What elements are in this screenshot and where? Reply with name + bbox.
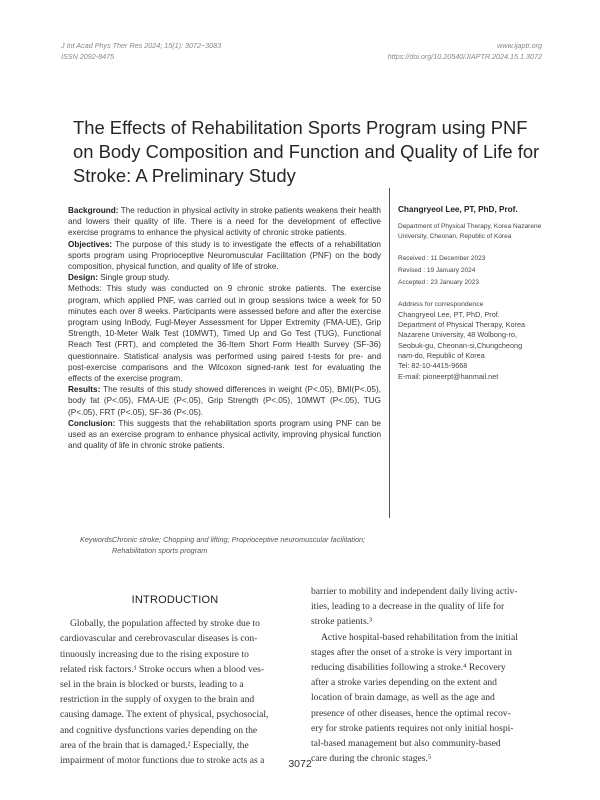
text-line: ities, leading to a decrease in the quality of life for — [311, 601, 505, 613]
text-line: related risk factors.¹ Stroke occurs when a blood ves- — [60, 663, 265, 675]
text-line: Globally, the population affected by stroke due to — [70, 618, 260, 630]
journal-links — [388, 40, 542, 62]
text-line: impairment of motor functions due to stroke acts as a — [60, 755, 265, 767]
paper-title: The Effects of Rehabilitation Sports Program using PNF on Body Composition and Function and Quality of Life for Stroke: A Preliminary Study — [73, 117, 540, 186]
abstract-background: Background: The reduction in physical activity in stroke patients weakens their health and lowers their quality of life. There is a need for the development of effective exercise programs to enhance the physical activity of chronic stroke patients. — [68, 206, 381, 238]
keywords-line: Chronic stroke; Chopping and lifting; Proprioceptive neuromuscular facilitation; — [112, 535, 366, 544]
text-line: area of the brain that is damaged.² Especially, the — [60, 739, 249, 751]
keywords-label: Keywords: — [80, 535, 115, 544]
text-line: stroke patients.³ — [311, 616, 372, 628]
doi-link[interactable]: https://doi.org/10.20540/JIAPTR.2024.15.1.3072 — [387, 52, 542, 61]
corr-phone: Tel: 82-10-4415-9668 — [398, 361, 468, 371]
corr-email[interactable]: E-mail: pioneerpt@hanmail.net — [398, 371, 499, 381]
journal-url[interactable]: www.ijaptr.org — [497, 41, 542, 50]
text-line: stages after the onset of a stroke is very important in — [311, 646, 512, 658]
received-date: Received : 11 December 2023 — [398, 254, 486, 262]
text-line: restriction in the supply of oxygen to the brain and — [60, 694, 255, 706]
author-affiliation: Department of Physical Therapy, Korea Nazarene University, Cheonan, Republic of Korea — [398, 223, 542, 241]
body-column-left — [60, 593, 290, 768]
abstract-methods: Methods: This study was conducted on 9 chronic stroke patients. The exercise program, which applied PNF, was carried out in group sessions twice a week for 50 minutes each over 8 weeks. Participants were assessed before and after the exercise program using InBody, Fugl-Meyer Assessment for Upper Extremity (FMA-UE), Grip Strength, 10-Meter Walk Test (10MWT), Timed Up and Go Test (TUG), Functional Reach Test (FRT), and completed the 36-Item Short Form Health Survey (SF-36) questionnaire. Statistical analysis was performed using paired t-tests for pre- and post-exercise comparisons and the Wilcoxon signed-rank test for evaluating the effects of the exercise program. — [68, 284, 381, 384]
text-line: Active hospital-based rehabilitation from the initial — [321, 631, 518, 643]
text-line: location of brain damage, as well as the age and — [311, 692, 495, 704]
text-line: cardiovascular and cerebrovascular diseases is con- — [60, 633, 258, 645]
text-line: reducing disabilities following a stroke.⁴ Recovery — [311, 662, 506, 674]
text-line: causing damage. The extent of physical, psychosocial, — [60, 709, 269, 721]
corr-line: Nazarene University, 48 Wolbong-ro, — [398, 330, 517, 340]
revised-date: Revised : 19 January 2024 — [398, 266, 476, 274]
corr-line: Department of Physical Therapy, Korea — [398, 320, 526, 330]
keywords — [80, 535, 520, 556]
abstract — [68, 188, 390, 518]
abstract-conclusion: Conclusion: This suggests that the rehabilitation sports program using PNF can be used as an exercise program to enhance physical activity, improving physical function and quality of life in chronic stroke patients. — [68, 418, 381, 451]
text-line: barrier to mobility and independent daily living activ- — [311, 586, 518, 597]
body-column-right — [311, 584, 544, 766]
issn: ISSN 2092-8475 — [61, 52, 115, 61]
author-name: Changryeol Lee, PT, PhD, Prof. — [398, 205, 518, 214]
corr-line: nam-do, Republic of Korea — [398, 351, 485, 360]
text-line: presence of other diseases, hence the optimal recov- — [311, 707, 511, 719]
correspondence-heading: Address for correspondence — [398, 300, 484, 308]
submission-dates — [398, 253, 548, 289]
author-info — [398, 205, 548, 382]
text-line: sel in the brain is blocked or bursts, leading to a — [60, 679, 244, 691]
corr-line: Seobuk-gu, Cheonan-si,Chungcheong — [398, 340, 523, 350]
corr-line: Changryeol Lee, PT, PhD, Prof. — [398, 309, 500, 319]
abstract-objectives: Objectives: The purpose of this study is to investigate the effects of a rehabilitation sports program using Proprioceptive Neuromuscular Facilitation (PNF) on the body composition, physical function, and quality of life of stroke. — [68, 239, 381, 272]
section-heading: INTRODUCTION — [131, 594, 219, 606]
text-line: and cognitive dysfunctions varies depending on the — [60, 724, 258, 736]
text-line: tinuously increasing due to the rising exposure to — [60, 648, 249, 660]
page-number: 3072 — [288, 758, 312, 770]
text-line: ery for stroke patients requires not only initial hospi- — [311, 722, 514, 734]
correspondence-address — [398, 310, 548, 382]
journal-citation: J Int Acad Phys Ther Res 2024; 15(1): 3072~3083 — [61, 41, 222, 50]
text-line: tal-based management but also community-based — [311, 738, 501, 750]
text-line: care during the chronic stages.⁵ — [311, 753, 432, 765]
abstract-results: Results: The results of this study showed differences in weight (P<.05), BMI(P<.05), body fat (P<.05), FMA-UE (P<.05), Grip Strength (P<.05), 10MWT (P<.05), TUG (P<.05), FRT (P<.05), SF-36 (P<.05). — [68, 385, 381, 417]
journal-header — [61, 40, 221, 62]
abstract-design: Design: Single group study. — [68, 273, 170, 283]
accepted-date: Accepted : 23 January 2023 — [398, 278, 479, 286]
text-line: after a stroke varies depending on the extent and — [311, 677, 497, 689]
keywords-line: Rehabilitation sports program — [112, 545, 208, 555]
